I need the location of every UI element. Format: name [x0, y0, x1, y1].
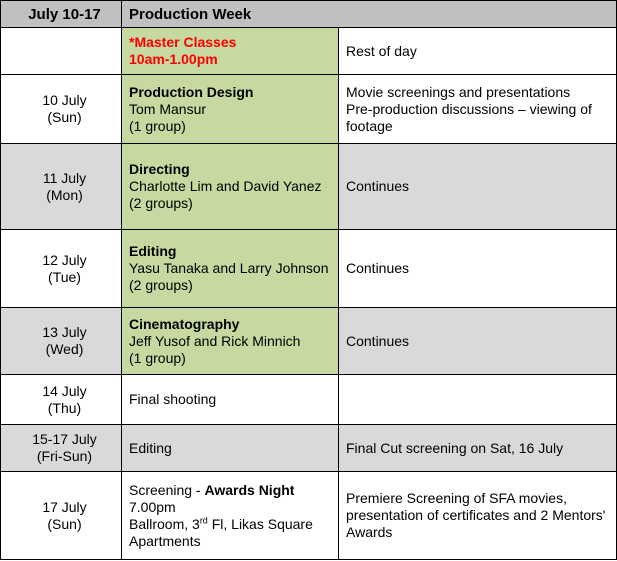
date-day: 10 July — [42, 92, 87, 108]
table-row — [1, 144, 617, 230]
notes-text: Continues — [346, 178, 410, 194]
venue-part-b: Fl, Likas Square Apartments — [129, 515, 317, 549]
date-weekday: (Mon) — [46, 186, 83, 203]
notes-cell — [339, 308, 617, 375]
notes-cell — [339, 144, 617, 230]
notes-cell — [339, 230, 617, 308]
screening-venue — [129, 516, 338, 550]
table-row — [1, 375, 617, 425]
session-cell — [122, 425, 339, 472]
date-weekday: (Sun) — [47, 515, 82, 532]
date-cell — [1, 308, 122, 375]
session-text: Editing — [129, 439, 172, 456]
date-weekday: (Wed) — [45, 341, 84, 357]
date-day: 14 July — [42, 382, 87, 399]
session-groups: (1 group) — [129, 349, 186, 366]
master-classes-label: *Master Classes — [129, 34, 237, 50]
session-mentors: Jeff Yusof and Rick Minnich — [129, 332, 301, 349]
session-mentors: Yasu Tanaka and Larry Johnson — [129, 260, 329, 276]
notes-text: Movie screenings and presentations — [346, 83, 571, 100]
venue-ordinal: rd — [199, 514, 208, 525]
screening-line — [129, 482, 338, 499]
session-title: Directing — [129, 161, 190, 177]
date-cell — [1, 375, 122, 425]
awards-night-label: Awards Night — [204, 481, 295, 498]
date-weekday: (Fri-Sun) — [36, 448, 93, 464]
session-cell — [122, 75, 339, 144]
notes-text: Continues — [346, 260, 410, 276]
table-row — [1, 425, 617, 472]
session-title: Cinematography — [129, 315, 240, 332]
notes-cell — [339, 375, 617, 425]
table-row — [1, 28, 617, 75]
date-cell — [1, 472, 122, 560]
session-cell — [122, 144, 339, 230]
notes-cell — [339, 28, 617, 75]
session-title: Editing — [129, 243, 177, 259]
session-title: Production Design — [129, 83, 254, 100]
venue-part-a: Ballroom, 3 — [129, 515, 200, 532]
notes-text: Final Cut screening on Sat, 16 July — [346, 439, 564, 456]
table-row — [1, 230, 617, 308]
session-mentors: Charlotte Lim and David Yanez — [129, 178, 322, 194]
date-cell — [1, 144, 122, 230]
notes-cell — [339, 425, 617, 472]
table-row — [1, 472, 617, 560]
date-cell — [1, 230, 122, 308]
session-groups: (2 groups) — [129, 277, 193, 293]
date-weekday: (Sun) — [47, 109, 82, 125]
date-weekday: (Thu) — [47, 399, 82, 416]
date-cell — [1, 425, 122, 472]
screening-prefix: Screening - — [129, 481, 205, 498]
date-cell — [1, 28, 122, 75]
notes-text: Rest of day — [346, 42, 417, 59]
date-day: 12 July — [42, 251, 87, 268]
date-day: 13 July — [42, 324, 87, 340]
notes-text: Pre-production discussions – viewing of footage — [346, 100, 592, 134]
session-text: Final shooting — [129, 391, 217, 407]
header-dates: July 10-17 — [1, 1, 122, 28]
notes-cell — [339, 472, 617, 560]
date-day: 17 July — [42, 498, 87, 515]
table-row — [1, 308, 617, 375]
header-title: Production Week — [122, 1, 617, 28]
session-cell — [122, 375, 339, 425]
date-cell — [1, 75, 122, 144]
notes-cell — [339, 75, 617, 144]
session-cell — [122, 230, 339, 308]
table-header-row — [1, 1, 617, 28]
session-groups: (1 group) — [129, 117, 186, 134]
session-cell — [122, 28, 339, 75]
session-groups: (2 groups) — [129, 195, 193, 211]
screening-time: 7.00pm — [129, 498, 176, 515]
session-mentors: Tom Mansur — [129, 100, 207, 117]
date-day: 11 July — [42, 169, 87, 186]
session-cell — [122, 472, 339, 560]
master-classes-time: 10am-1.00pm — [129, 51, 218, 67]
notes-text: Premiere Screening of SFA movies, presentation of certificates and 2 Mentors' Awards — [346, 490, 606, 540]
date-day: 15-17 July — [32, 431, 97, 447]
notes-text: Continues — [346, 332, 410, 349]
table-row — [1, 75, 617, 144]
date-weekday: (Tue) — [48, 268, 81, 285]
session-cell — [122, 308, 339, 375]
